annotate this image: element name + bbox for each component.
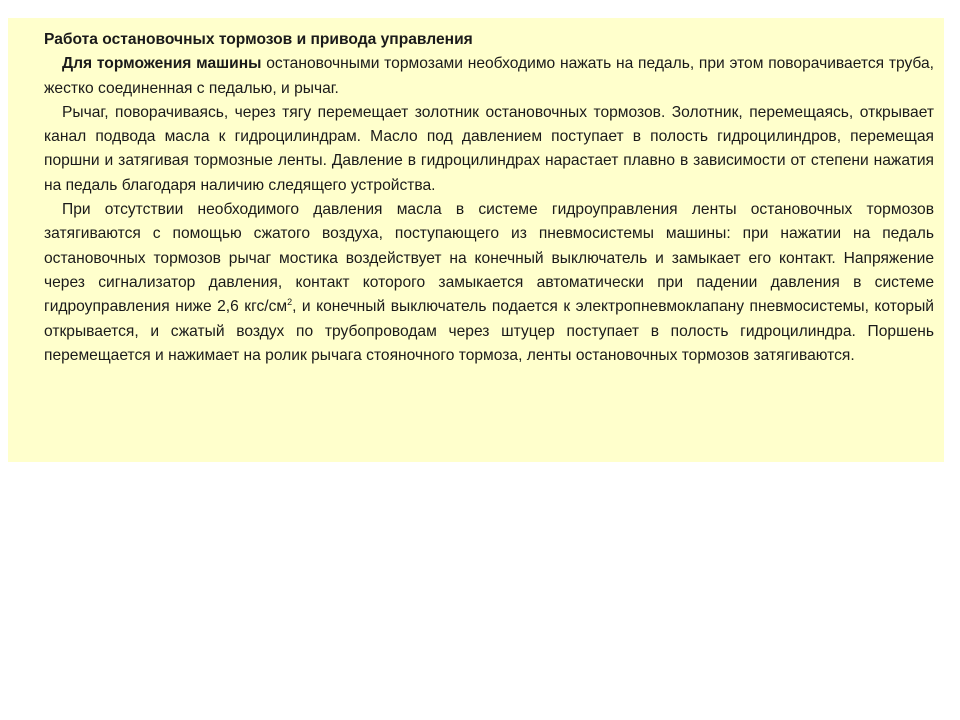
paragraph-3-text-b: , и конечный выключатель подается к электропневмоклапану пневмосистемы, который открывается, и сжатый воздух по трубопроводам через штуцер поступает в полость гидроцилиндра. Поршень перемещается и нажимает на ролик рычага стояночного тормоза, ленты остановочных тормозов затягиваются. xyxy=(44,298,934,364)
text-box xyxy=(8,18,944,462)
paragraph-1-text: остановочными тормозами необходимо нажать на педаль, при этом поворачивается труба, жестко соединенная с педалью, и рычаг. xyxy=(44,55,935,97)
paragraph-1 xyxy=(44,52,934,101)
paragraph-2: Рычаг, поворачиваясь, через тягу перемещает золотник остановочных тормозов. Золотник, перемещаясь, открывает канал подвода масла к гидроцилиндрам. Масло под давлением поступает в полость гидроцилиндров, перемещая поршни и затягивая тормозные ленты. Давление в гидроцилиндрах нарастает плавно в зависимости от степени нажатия на педаль благодаря наличию следящего устройства. xyxy=(44,103,934,194)
unit-superscript: 2 xyxy=(287,297,293,308)
paragraph-1-lead: Для торможения машины xyxy=(62,55,262,73)
paragraph-3-text-a: При отсутствии необходимого давления масла в системе гидроуправления ленты остановочных тормозов затягиваются с помощью сжатого воздуха, поступающего из пневмосистемы машины: при нажатии на педаль остановочных тормозов рычаг мостика воздействует на конечный выключатель и замыкает его контакт. Напряжение через сигнализатор давления, контакт которого замыкается автоматически при падении давления в системе гидроуправления ниже 2,6 кгс/см xyxy=(44,201,934,316)
document-title: Работа остановочных тормозов и привода управления xyxy=(44,31,473,48)
paragraph-3 xyxy=(44,198,934,368)
